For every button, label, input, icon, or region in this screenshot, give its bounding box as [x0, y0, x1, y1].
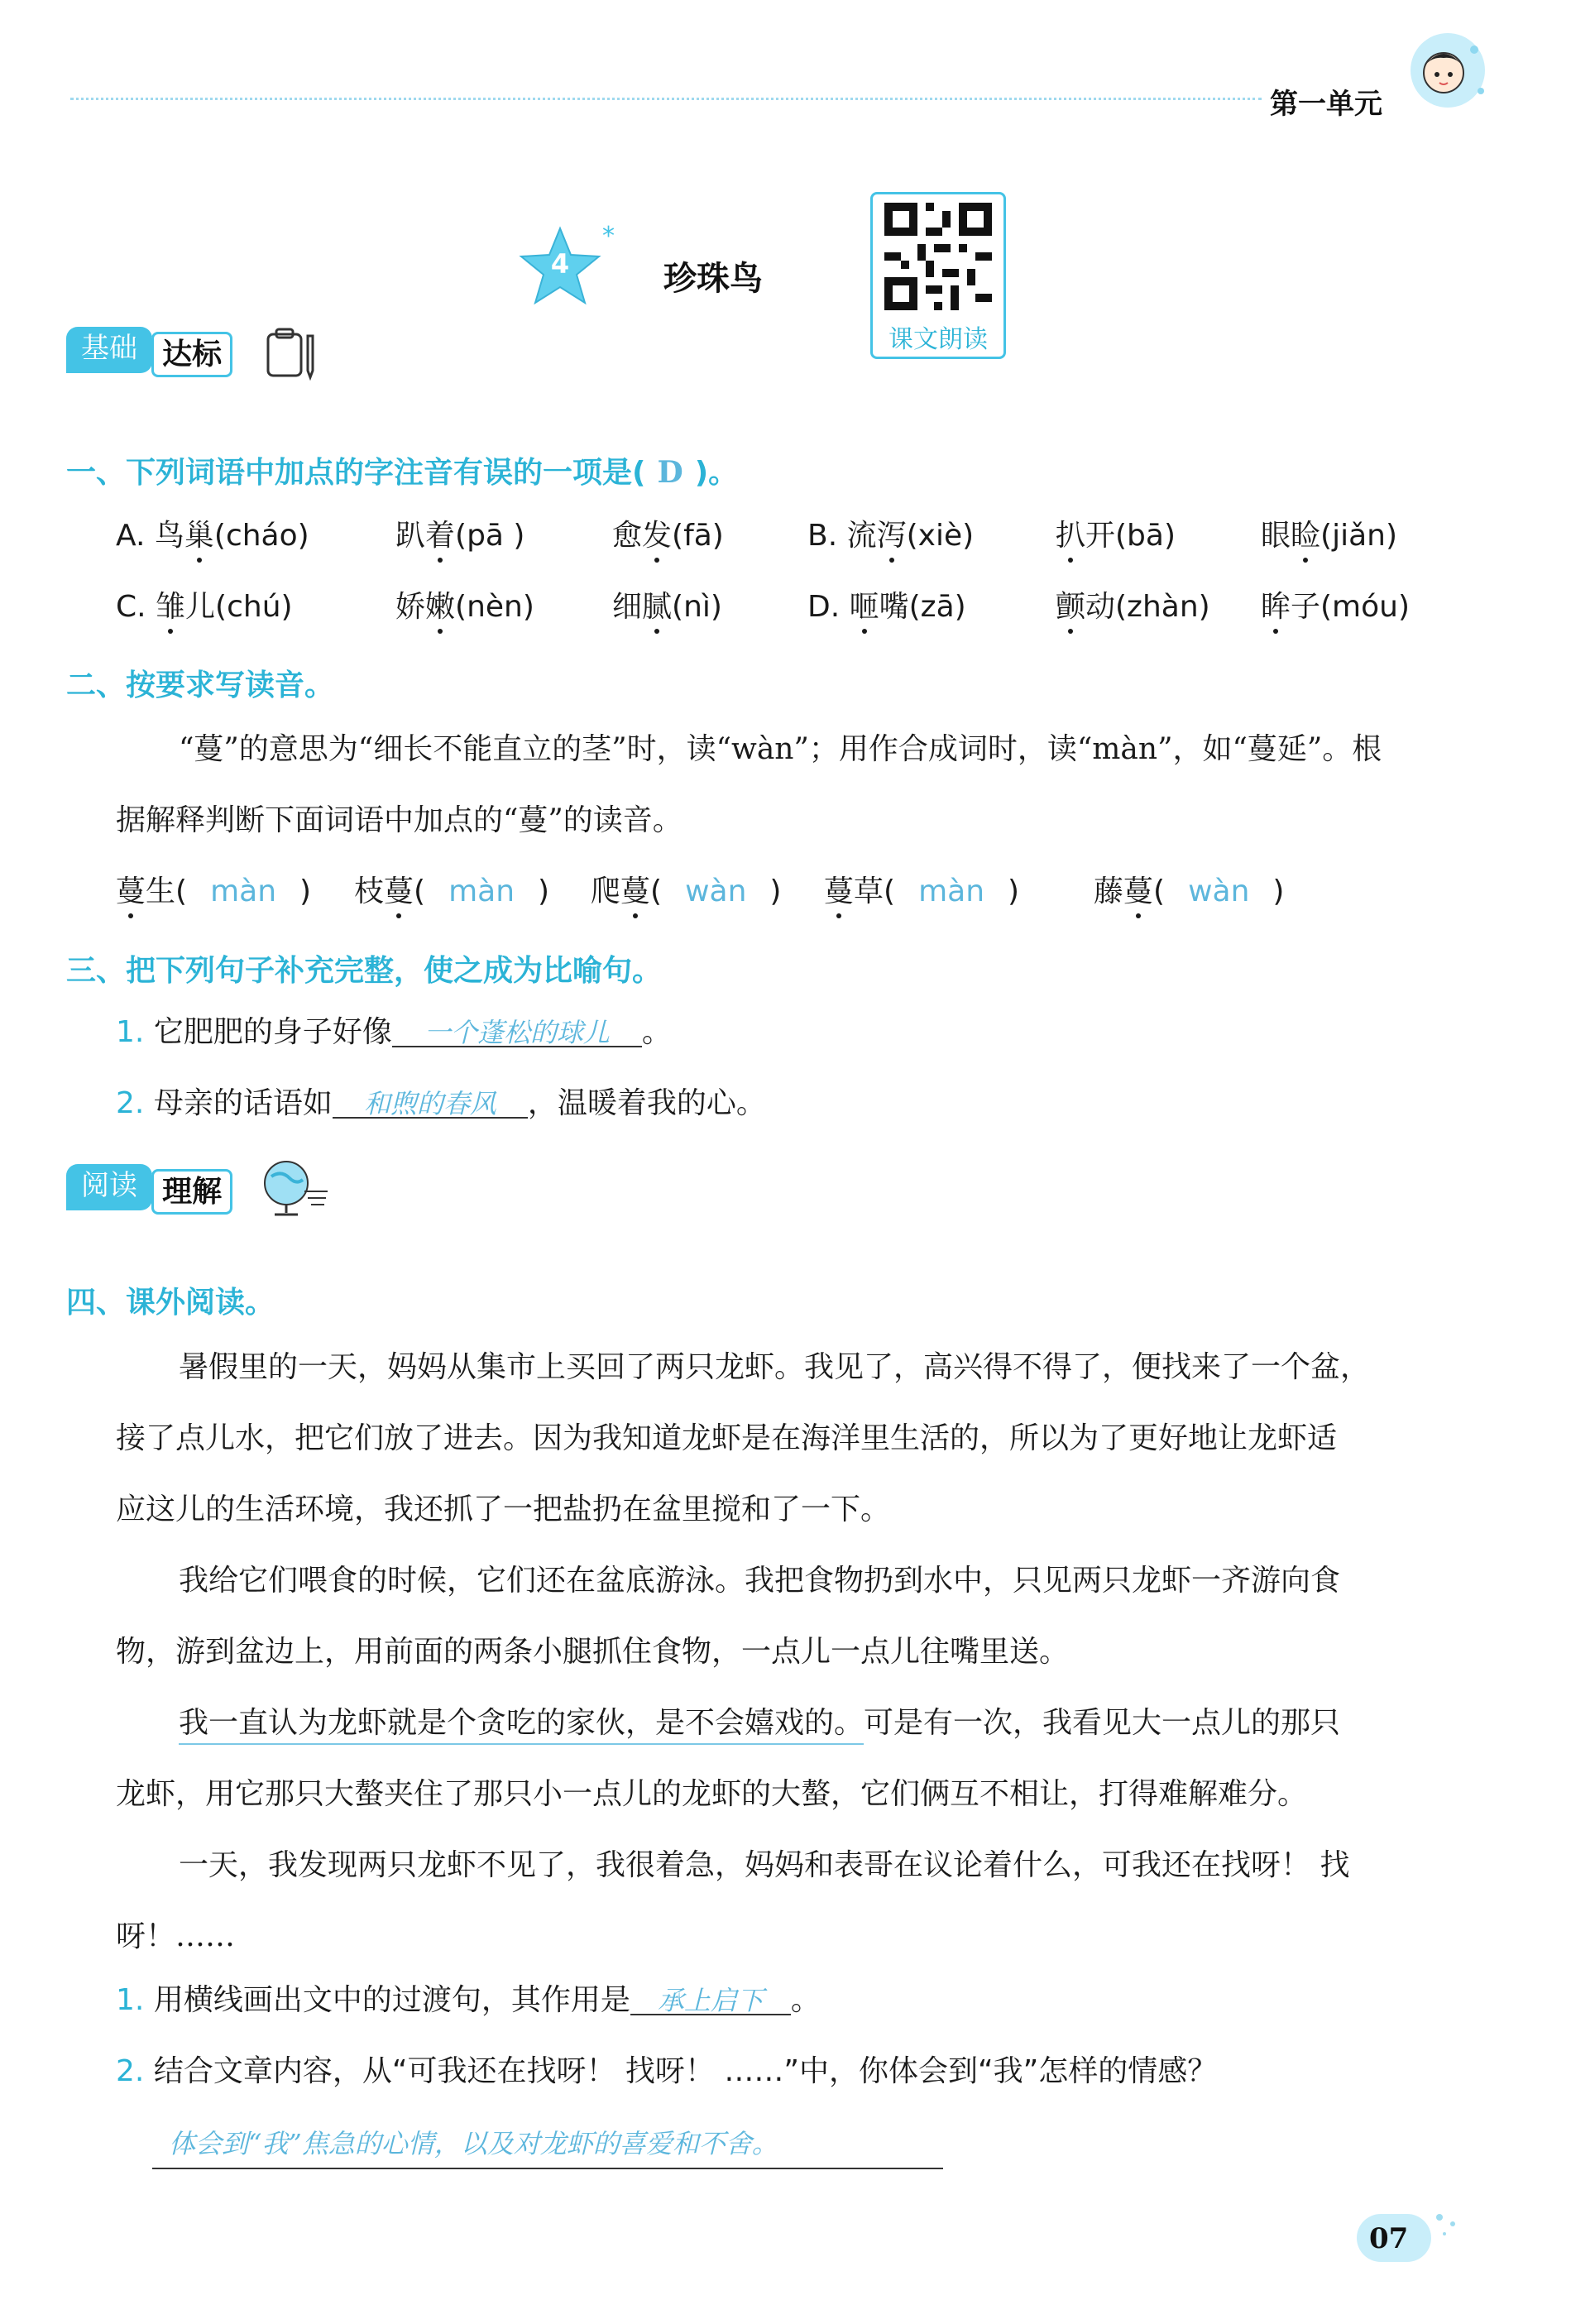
q1-item-d2 [1056, 592, 1210, 622]
q3-s2-num: 2. [116, 1086, 145, 1120]
q1-item-d3 [1261, 592, 1410, 622]
q4-sub2-num: 2. [116, 2054, 145, 2088]
q2-item-2 [354, 874, 550, 908]
q4-sub1-post: 。 [790, 1983, 821, 2017]
q4-sub1-pre: 用横线画出文中的过渡句，其作用是 [153, 1983, 630, 2017]
q1-a3-pinyin: (fā) [672, 519, 724, 553]
q2-3-open: ( [650, 874, 663, 908]
q4-line-6-rest: 可是有一次，我看见大一点儿的那只 [864, 1706, 1341, 1740]
q1-d-dotchar: 咂 [849, 590, 879, 624]
badge-basic-main: 基础 [66, 327, 152, 373]
q1-option-a [116, 521, 309, 551]
q1-item-b3 [1261, 521, 1397, 551]
q3-sentence-1 [116, 1015, 672, 1049]
q4-line-3: 应这儿的生活环境，我还抓了一把盐扔在盆里搅和了一下。 [116, 1493, 891, 1526]
q1-b3-pinyin: (jiǎn) [1320, 519, 1398, 553]
q2-line2: 据解释判断下面词语中加点的“蔓”的读音。 [116, 803, 683, 837]
qr-code[interactable] [870, 192, 1006, 359]
q2-1-rest: 生( [146, 874, 188, 908]
q1-option-d [807, 592, 966, 622]
q4-line-5: 物，游到盆边上，用前面的两条小腿抓住食物，一点儿一点儿往嘴里送。 [116, 1635, 1070, 1669]
q4-sub2-answer: 体会到“我”焦急的心情，以及对龙虾的喜爱和不舍。 [152, 2123, 943, 2169]
sparkle-icon [1431, 2209, 1464, 2242]
q1-c2-pinyin: (nèn) [455, 590, 534, 624]
clipboard-icon [263, 324, 321, 386]
q4-line-7: 龙虾，用它那只大螯夹住了那只小一点儿的龙虾的大螯，它们俩互不相让，打得难解难分。 [116, 1777, 1308, 1811]
q1-b-pinyin: (xiè) [906, 519, 975, 553]
q2-5-pre: 藤 [1094, 874, 1124, 908]
q2-5-open: ( [1153, 874, 1166, 908]
q1-item-c3 [612, 592, 722, 622]
q1-b-dotchar: 泻 [876, 519, 907, 553]
badge-basic [66, 324, 237, 371]
q2-4-rest: 草( [854, 874, 896, 908]
q1-item-a2 [395, 521, 524, 551]
q1-a2-dotchar: 着 [425, 519, 456, 553]
q1-a2-pre: 趴 [395, 519, 426, 553]
q1-c-post: 儿(chú) [185, 590, 293, 624]
q1-d3-post: 子(móu) [1291, 590, 1411, 624]
q2-2-pre: 枝 [354, 874, 385, 908]
q1-item-c2 [395, 592, 534, 622]
header-dotted-line [70, 98, 1262, 100]
q2-2-dotchar: 蔓 [384, 874, 414, 908]
q2-4-answer: màn [918, 874, 985, 908]
q2-4-close: ) [1008, 874, 1020, 908]
q3-s1-post: 。 [641, 1015, 672, 1049]
q1-d2-post: 动(zhàn) [1085, 590, 1210, 624]
q3-s1-num: 1. [116, 1015, 145, 1049]
q2-item-5 [1094, 874, 1285, 908]
q4-line-4: 我给它们喂食的时候，它们还在盆底游泳。我把食物扔到水中，只见两只龙虾一齐游向食 [179, 1564, 1341, 1598]
q1-option-c [116, 592, 293, 622]
q1-c-label: C. [116, 590, 156, 624]
q2-item-4 [824, 874, 1020, 908]
q2-2-close: ) [538, 874, 550, 908]
q2-1-close: ) [299, 874, 312, 908]
q1-c2-dotchar: 嫩 [425, 590, 456, 624]
qr-label: 课文朗读 [888, 325, 988, 354]
q3-sentence-2 [116, 1086, 766, 1120]
q1-a-pinyin: (cháo) [213, 519, 309, 553]
q4-line-8: 一天，我发现两只龙虾不见了，我很着急，妈妈和表哥在议论着什么，可我还在找呀！ 找 [179, 1848, 1350, 1882]
q1-c-dotchar: 雏 [156, 590, 186, 624]
q2-item-1 [116, 874, 312, 908]
q2-4-dotchar: 蔓 [824, 874, 855, 908]
q2-5-dotchar: 蔓 [1123, 874, 1154, 908]
q1-c3-pinyin: (nì) [672, 590, 722, 624]
badge-basic-sub: 达标 [151, 332, 232, 377]
q4-sub-2 [116, 2054, 1218, 2088]
unit-label: 第一单元 [1270, 88, 1382, 121]
badge-reading-main: 阅读 [66, 1164, 152, 1210]
lesson-number: 4 [550, 248, 570, 280]
q4-sub2-text: 结合文章内容，从“可我还在找呀！ 找呀！ ……”中，你体会到“我”怎样的情感？ [153, 2054, 1218, 2088]
q1-b-label: B. 流 [807, 519, 877, 553]
q1-c3-dotchar: 腻 [642, 590, 673, 624]
q1-title [66, 449, 738, 491]
q1-a3-pre: 愈 [612, 519, 643, 553]
q1-d2-dotchar: 颤 [1056, 590, 1086, 624]
q2-3-answer: wàn [685, 874, 747, 908]
q1-item-b2 [1056, 521, 1176, 551]
q4-title: 四、课外阅读。 [66, 1286, 275, 1320]
q1-b2-post: 开(bā) [1085, 519, 1176, 553]
q4-line-6 [116, 1688, 1456, 1759]
page-number: 07 [1369, 2222, 1409, 2255]
q2-3-close: ) [769, 874, 782, 908]
q1-d3-dotchar: 眸 [1261, 590, 1291, 624]
girl-mascot-icon [1398, 25, 1489, 116]
q2-5-close: ) [1272, 874, 1285, 908]
badge-reading [66, 1162, 237, 1209]
q1-answer: D [657, 455, 683, 490]
q1-d-post: 嘴(zā) [879, 590, 966, 624]
q3-s1-pre: 它肥肥的身子好像 [153, 1015, 392, 1049]
q1-suffix: )。 [694, 456, 739, 490]
q3-s2-answer: 和煦的春风 [333, 1090, 528, 1119]
q4-sub-1 [116, 1983, 821, 2017]
transition-sentence: 我一直认为龙虾就是个贪吃的家伙，是不会嬉戏的。 [179, 1706, 864, 1745]
q2-title: 二、按要求写读音。 [66, 668, 335, 702]
q1-c2-pre: 娇 [395, 590, 426, 624]
lesson-star-icon [515, 222, 606, 313]
lesson-asterisk: * [602, 222, 615, 251]
q1-b2-dotchar: 扒 [1056, 519, 1086, 553]
q3-title: 三、把下列句子补充完整，使之成为比喻句。 [66, 954, 663, 988]
q1-d-label: D. [807, 590, 850, 624]
q4-line-9: 呀！…… [116, 1919, 236, 1953]
q1-item-a3 [612, 521, 724, 551]
q2-3-dotchar: 蔓 [620, 874, 651, 908]
q1-option-b [807, 521, 974, 551]
lesson-title: 珍珠鸟 [663, 260, 763, 298]
q4-line-1: 暑假里的一天，妈妈从集市上买回了两只龙虾。我见了，高兴得不得了，便找来了一个盆， [179, 1350, 1371, 1384]
qr-code-pattern [884, 203, 992, 310]
q2-2-answer: màn [448, 874, 515, 908]
q2-line1: “蔓”的意思为“细长不能直立的茎”时，读“wàn”；用作合成词时，读“màn”，如“蔓延”。根 [179, 732, 1382, 766]
q4-passage [116, 1332, 1456, 1972]
q2-1-dotchar: 蔓 [116, 874, 146, 908]
q3-s2-pre: 母亲的话语如 [153, 1086, 333, 1120]
globe-icon [256, 1155, 331, 1224]
q1-a-label: A. 鸟 [116, 519, 184, 553]
q1-b3-dotchar: 睑 [1291, 519, 1321, 553]
q2-5-answer: wàn [1188, 874, 1250, 908]
q4-sub1-answer: 承上启下 [630, 1987, 791, 2015]
q2-1-answer: màn [210, 874, 277, 908]
q3-s2-post: ，温暖着我的心。 [527, 1086, 766, 1120]
q2-2-open: ( [414, 874, 426, 908]
q1-a3-dotchar: 发 [642, 519, 673, 553]
q1-b3-pre: 眼 [1261, 519, 1291, 553]
q1-a2-pinyin: (pā ) [455, 519, 525, 553]
q1-a-dotchar: 巢 [184, 519, 214, 553]
q3-s1-answer: 一个蓬松的球儿 [392, 1019, 642, 1047]
badge-reading-sub: 理解 [151, 1169, 232, 1215]
q1-c3-pre: 细 [612, 590, 643, 624]
q2-item-3 [591, 874, 782, 908]
q1-prefix: 一、下列词语中加点的字注音有误的一项是( [66, 456, 646, 490]
q4-sub1-num: 1. [116, 1983, 145, 2017]
q4-line-2: 接了点儿水，把它们放了进去。因为我知道龙虾是在海洋里生活的，所以为了更好地让龙虾适 [116, 1421, 1338, 1455]
q2-3-pre: 爬 [591, 874, 621, 908]
